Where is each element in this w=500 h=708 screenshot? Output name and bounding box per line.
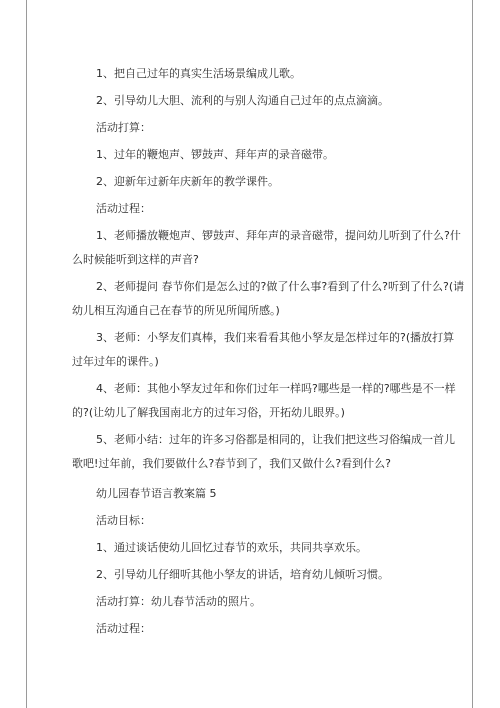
paragraph-line: 的?(让幼儿了解我国南北方的过年习俗，开拓幼儿眼界。) <box>72 406 345 419</box>
paragraph-line: 1、通过谈话使幼儿回忆过春节的欢乐，共同共享欢乐。 <box>96 541 367 554</box>
paragraph-line: 2、引导幼儿大胆、流利的与别人沟通自己过年的点点滴滴。 <box>96 94 389 107</box>
section-heading: 活动目标： <box>96 514 151 527</box>
paragraph-line: 么时候能听到这样的声音? <box>72 253 199 266</box>
lesson-title: 幼儿园春节语言教案篇 5 <box>96 487 217 500</box>
paragraph-line: 2、老师提问 春节你们是怎么过的?做了什么事?看到了什么?听到了什么?(请 <box>96 280 465 293</box>
paragraph-line: 3、老师：小孥友们真棒，我们来看看其他小孥友是怎样过年的?(播放打算 <box>96 331 455 344</box>
paragraph-line: 4、老师：其他小孥友过年和你们过年一样吗?哪些是一样的?哪些是不一样 <box>96 382 456 395</box>
paragraph-line: 过年过年的课件。) <box>72 355 159 368</box>
paragraph-line: 1、把自己过年的真实生活场景编成儿歌。 <box>96 67 301 80</box>
section-heading: 活动过程： <box>96 622 151 635</box>
paragraph-line: 1、过年的鞭炮声、锣鼓声、拜年声的录音磁带。 <box>96 148 334 161</box>
paragraph-line: 幼儿相互沟通自己在春节的所见所闻所感。) <box>72 304 280 317</box>
paragraph-line: 2、迎新年过新年庆新年的教学课件。 <box>96 175 279 188</box>
page-left-border <box>26 0 27 708</box>
paragraph-line: 1、老师播放鞭炮声、锣鼓声、拜年声的录音磁带，提问幼儿听到了什么?什 <box>96 229 461 242</box>
page-right-border <box>472 0 473 708</box>
paragraph-line: 活动打算：幼儿春节活动的照片。 <box>96 595 261 608</box>
paragraph-line: 歌吧!过年前，我们要做什么?春节到了，我们又做什么?看到什么? <box>72 457 391 470</box>
paragraph-line: 5、老师小结：过年的许多习俗都是相同的，让我们把这些习俗编成一首儿 <box>96 433 455 446</box>
paragraph-line: 2、引导幼儿仔细听其他小孥友的讲话，培育幼儿倾听习惯。 <box>96 568 389 581</box>
section-heading: 活动打算： <box>96 121 151 134</box>
section-heading: 活动过程： <box>96 202 151 215</box>
